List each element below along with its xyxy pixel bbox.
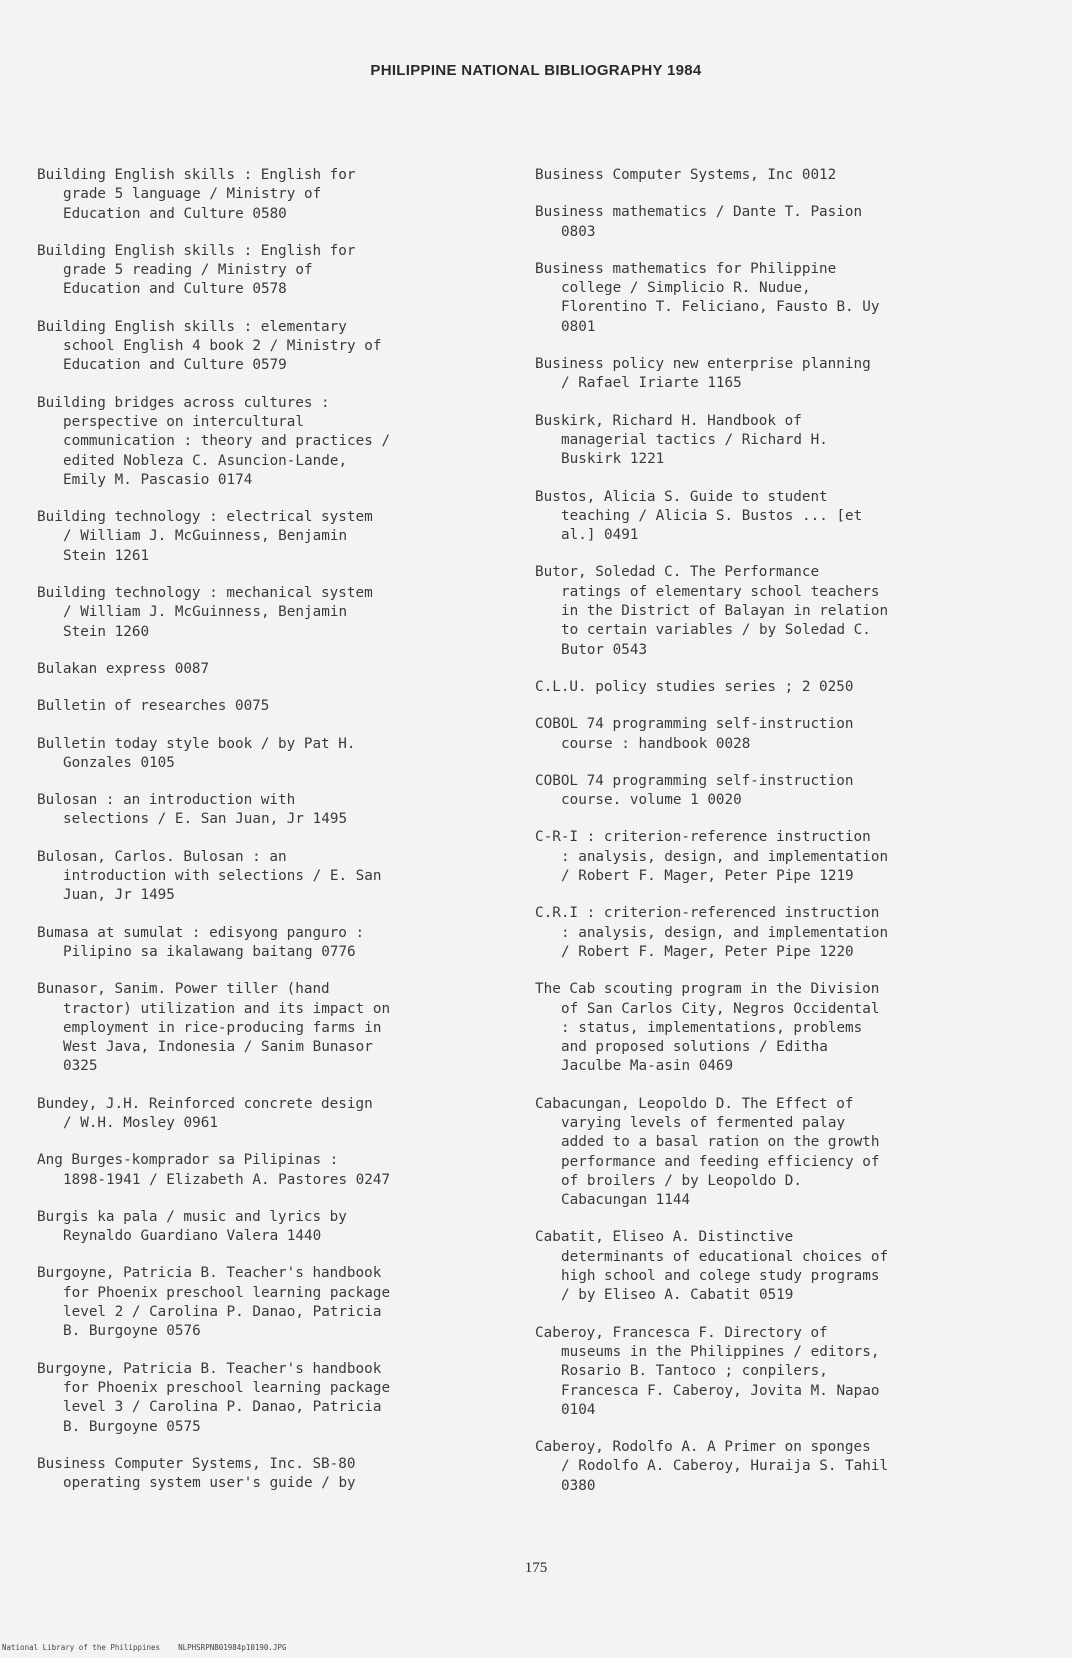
left-column <box>37 166 499 1511</box>
bibliography-entry: Bulakan express 0087 <box>37 660 210 677</box>
page-number: 175 <box>524 1560 548 1576</box>
bibliography-entry: Buskirk, Richard H. Handbook of managerial tactics / Richard H. Buskirk 1221 <box>535 412 828 468</box>
bibliography-entry: Butor, Soledad C. The Performance ratings of elementary school teachers in the District of Balayan in relation to certain variables / by Soledad C. Butor 0543 <box>535 564 889 658</box>
bibliography-entry: C.R.I : criterion-referenced instruction : analysis, design, and implementation / Robert F. Mager, Peter Pipe 1220 <box>535 905 889 960</box>
bibliography-entry: Caberoy, Francesca F. Directory of museums in the Philippines / editors, Rosario B. Tantoco ; conpilers, Francesca F. Caberoy, Jovita M. Napao 0104 <box>535 1324 880 1418</box>
bibliography-entry: Burgoyne, Patricia B. Teacher's handbook for Phoenix preschool learning package level 3 / Carolina P. Danao, Patricia B. Burgoyne 0575 <box>37 1360 391 1435</box>
page-title: PHILIPPINE NATIONAL BIBLIOGRAPHY 1984 <box>370 62 702 79</box>
bibliography-entry: Cabacungan, Leopoldo D. The Effect of varying levels of fermented palay added to a basal ration on the growth performance and feeding efficiency of of broilers / by Leopoldo D. Cabacungan 1144 <box>535 1095 880 1209</box>
bibliography-entry: Building English skills : elementary school English 4 book 2 / Ministry of Education and Culture 0579 <box>37 318 382 374</box>
bibliography-entry: Bundey, J.H. Reinforced concrete design / W.H. Mosley 0961 <box>37 1095 373 1131</box>
bibliography-entry: Building technology : mechanical system / William J. McGuinness, Benjamin Stein 1260 <box>37 585 373 640</box>
bibliography-entry: Business mathematics / Dante T. Pasion 0803 <box>535 204 863 240</box>
bibliography-entry: Caberoy, Rodolfo A. A Primer on sponges / Rodolfo A. Caberoy, Huraija S. Tahil 0380 <box>535 1439 889 1494</box>
bibliography-entry: C.L.U. policy studies series ; 2 0250 <box>535 678 854 695</box>
bibliography-entry: C-R-I : criterion-reference instruction : analysis, design, and implementation / Robert F. Mager, Peter Pipe 1219 <box>535 829 889 885</box>
bibliography-entry: Business Computer Systems, Inc. SB-80 operating system user's guide / by <box>37 1455 356 1492</box>
bibliography-entry: Burgis ka pala / music and lyrics by Reynaldo Guardiano Valera 1440 <box>37 1208 347 1245</box>
bibliography-entry: Building English skills : English for grade 5 language / Ministry of Education and Culture 0580 <box>37 167 356 222</box>
bibliography-entry: COBOL 74 programming self-instruction course : handbook 0028 <box>535 716 854 752</box>
bibliography-entry: The Cab scouting program in the Division of San Carlos City, Negros Occidental : status, implementations, problems and proposed solutions / Editha Jaculbe Ma-asin 0469 <box>535 981 880 1075</box>
bibliography-entry: Burgoyne, Patricia B. Teacher's handbook for Phoenix preschool learning package level 2 / Carolina P. Danao, Patricia B. Burgoyne 0576 <box>37 1265 391 1340</box>
right-column <box>535 166 1003 1514</box>
bibliography-entry: Cabatit, Eliseo A. Distinctive determinants of educational choices of high school and colege study programs / by Eliseo A. Cabatit 0519 <box>535 1229 889 1304</box>
bibliography-entry: Business policy new enterprise planning / Rafael Iriarte 1165 <box>535 356 871 392</box>
bibliography-entry: Ang Burges-komprador sa Pilipinas : 1898-1941 / Elizabeth A. Pastores 0247 <box>37 1152 391 1188</box>
bibliography-entry: COBOL 74 programming self-instruction course. volume 1 0020 <box>535 772 854 809</box>
bibliography-entry: Building technology : electrical system / William J. McGuinness, Benjamin Stein 1261 <box>37 509 373 564</box>
bibliography-entry: Bunasor, Sanim. Power tiller (hand tractor) utilization and its impact on employment in rice-producing farms in West Java, Indonesia / Sanim Bunasor 0325 <box>37 981 391 1075</box>
bibliography-entry: Bulletin of researches 0075 <box>37 698 270 715</box>
bibliography-entry: Business Computer Systems, Inc 0012 <box>535 167 837 183</box>
scan-credit: National Library of the Philippines NLPHSRPNB01984p10190.JPG <box>2 1643 287 1652</box>
bibliography-entry: Bumasa at sumulat : edisyong panguro : Pilipino sa ikalawang baitang 0776 <box>37 924 365 960</box>
bibliography-entry: Bulosan, Carlos. Bulosan : an introduction with selections / E. San Juan, Jr 1495 <box>37 848 382 904</box>
bibliography-entry: Building English skills : English for grade 5 reading / Ministry of Education and Culture 0578 <box>37 242 356 298</box>
bibliography-entry: Bustos, Alicia S. Guide to student teaching / Alicia S. Bustos ... [et al.] 0491 <box>535 488 863 544</box>
bibliography-entry: Building bridges across cultures : perspective on intercultural communication : theory and practices / edited Nobleza C. Asuncion-Lande, Emily M. Pascasio 0174 <box>37 394 391 488</box>
bibliography-entry: Business mathematics for Philippine college / Simplicio R. Nudue, Florentino T. Feliciano, Fausto B. Uy 0801 <box>535 260 880 335</box>
bibliography-entry: Bulletin today style book / by Pat H. Gonzales 0105 <box>37 735 356 771</box>
bibliography-entry: Bulosan : an introduction with selections / E. San Juan, Jr 1495 <box>37 792 348 828</box>
